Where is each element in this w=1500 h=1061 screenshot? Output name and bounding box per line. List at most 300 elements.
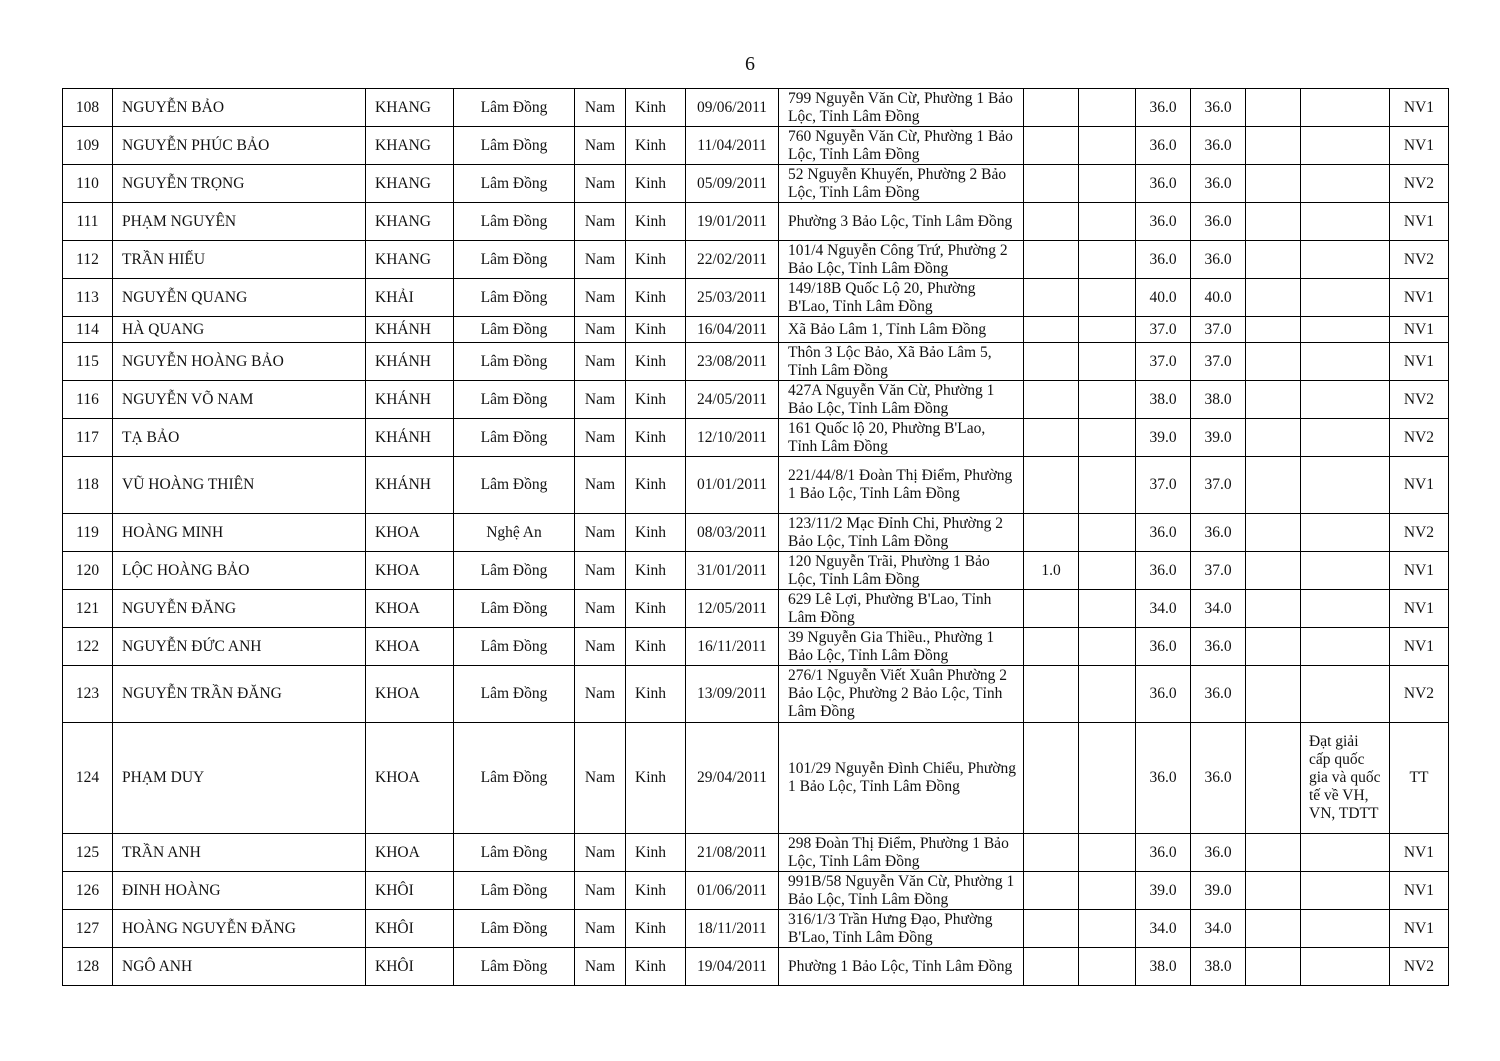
cell-ho-ten: LỘC HOÀNG BẢO [113, 552, 366, 590]
cell-ghi-chu [1301, 419, 1390, 457]
cell-diem-2: 36.0 [1191, 628, 1246, 666]
cell-diem-1: 39.0 [1136, 872, 1191, 910]
table-row [63, 279, 1449, 317]
cell-diem-1: 37.0 [1136, 317, 1191, 343]
table-row [63, 628, 1449, 666]
cell-ten: KHOA [366, 628, 454, 666]
cell-diem-2: 36.0 [1191, 723, 1246, 834]
cell-ghi-chu [1301, 241, 1390, 279]
cell-diem-2: 38.0 [1191, 948, 1246, 986]
cell-diem-khuyen-khich [1079, 666, 1136, 723]
cell-gioi-tinh: Nam [575, 381, 626, 419]
table-row [63, 910, 1449, 948]
cell-diem-uu-tien [1024, 381, 1079, 419]
cell-diem-khuyen-khich [1079, 343, 1136, 381]
cell-noi-sinh: Lâm Đồng [454, 910, 575, 948]
cell-extra [1246, 381, 1301, 419]
cell-ghi-chu [1301, 317, 1390, 343]
cell-diem-uu-tien [1024, 419, 1079, 457]
cell-dan-toc: Kinh [626, 127, 686, 165]
cell-stt: 127 [63, 910, 113, 948]
cell-gioi-tinh: Nam [575, 910, 626, 948]
cell-dan-toc: Kinh [626, 381, 686, 419]
cell-ngay-sinh: 16/04/2011 [686, 317, 779, 343]
cell-diem-uu-tien [1024, 834, 1079, 872]
cell-dia-chi: Phường 3 Bảo Lộc, Tỉnh Lâm Đồng [779, 203, 1024, 241]
cell-diem-khuyen-khich [1079, 165, 1136, 203]
table-row [63, 834, 1449, 872]
cell-noi-sinh: Lâm Đồng [454, 552, 575, 590]
cell-gioi-tinh: Nam [575, 317, 626, 343]
cell-diem-1: 39.0 [1136, 419, 1191, 457]
cell-ghi-chu [1301, 666, 1390, 723]
cell-noi-sinh: Lâm Đồng [454, 834, 575, 872]
cell-dia-chi: 161 Quốc lộ 20, Phường B'Lao, Tỉnh Lâm Đồng [779, 419, 1024, 457]
cell-diem-2: 34.0 [1191, 590, 1246, 628]
cell-nguyen-vong: NV1 [1390, 89, 1449, 127]
cell-diem-2: 36.0 [1191, 834, 1246, 872]
cell-ten: KHOA [366, 590, 454, 628]
cell-ten: KHÁNH [366, 343, 454, 381]
cell-ghi-chu [1301, 127, 1390, 165]
cell-stt: 111 [63, 203, 113, 241]
cell-diem-khuyen-khich [1079, 419, 1136, 457]
cell-nguyen-vong: NV2 [1390, 514, 1449, 552]
cell-ten: KHANG [366, 241, 454, 279]
cell-diem-khuyen-khich [1079, 948, 1136, 986]
cell-ho-ten: NGUYỄN PHÚC BẢO [113, 127, 366, 165]
cell-ten: KHÔI [366, 948, 454, 986]
cell-diem-2: 37.0 [1191, 317, 1246, 343]
cell-gioi-tinh: Nam [575, 165, 626, 203]
cell-diem-2: 36.0 [1191, 666, 1246, 723]
cell-diem-1: 37.0 [1136, 457, 1191, 514]
cell-stt: 126 [63, 872, 113, 910]
table-row [63, 948, 1449, 986]
cell-diem-khuyen-khich [1079, 514, 1136, 552]
cell-ten: KHANG [366, 127, 454, 165]
cell-diem-2: 36.0 [1191, 241, 1246, 279]
cell-dan-toc: Kinh [626, 317, 686, 343]
cell-ghi-chu [1301, 628, 1390, 666]
page-number: 6 [745, 53, 755, 75]
cell-noi-sinh: Nghệ An [454, 514, 575, 552]
cell-extra [1246, 948, 1301, 986]
cell-diem-2: 38.0 [1191, 381, 1246, 419]
cell-ten: KHOA [366, 723, 454, 834]
cell-ngay-sinh: 12/05/2011 [686, 590, 779, 628]
cell-ho-ten: NGÔ ANH [113, 948, 366, 986]
cell-nguyen-vong: NV1 [1390, 872, 1449, 910]
cell-gioi-tinh: Nam [575, 834, 626, 872]
cell-diem-1: 38.0 [1136, 948, 1191, 986]
cell-stt: 116 [63, 381, 113, 419]
cell-stt: 128 [63, 948, 113, 986]
cell-diem-uu-tien [1024, 872, 1079, 910]
cell-noi-sinh: Lâm Đồng [454, 381, 575, 419]
cell-ngay-sinh: 13/09/2011 [686, 666, 779, 723]
cell-nguyen-vong: NV2 [1390, 165, 1449, 203]
cell-diem-khuyen-khich [1079, 872, 1136, 910]
cell-diem-khuyen-khich [1079, 628, 1136, 666]
cell-ho-ten: HÀ QUANG [113, 317, 366, 343]
cell-stt: 117 [63, 419, 113, 457]
cell-diem-uu-tien [1024, 165, 1079, 203]
cell-diem-1: 36.0 [1136, 723, 1191, 834]
cell-nguyen-vong: NV2 [1390, 381, 1449, 419]
cell-diem-khuyen-khich [1079, 317, 1136, 343]
cell-ghi-chu [1301, 552, 1390, 590]
cell-gioi-tinh: Nam [575, 514, 626, 552]
cell-extra [1246, 514, 1301, 552]
cell-ghi-chu [1301, 165, 1390, 203]
cell-diem-1: 36.0 [1136, 514, 1191, 552]
cell-diem-2: 36.0 [1191, 127, 1246, 165]
cell-noi-sinh: Lâm Đồng [454, 89, 575, 127]
cell-ghi-chu [1301, 834, 1390, 872]
table-row [63, 343, 1449, 381]
cell-stt: 109 [63, 127, 113, 165]
cell-diem-1: 36.0 [1136, 834, 1191, 872]
cell-diem-uu-tien [1024, 514, 1079, 552]
cell-nguyen-vong: NV1 [1390, 343, 1449, 381]
cell-ho-ten: TẠ BẢO [113, 419, 366, 457]
cell-dia-chi: 52 Nguyễn Khuyến, Phường 2 Bảo Lộc, Tỉnh Lâm Đồng [779, 165, 1024, 203]
cell-diem-khuyen-khich [1079, 552, 1136, 590]
cell-diem-2: 36.0 [1191, 89, 1246, 127]
cell-extra [1246, 834, 1301, 872]
cell-gioi-tinh: Nam [575, 948, 626, 986]
cell-extra [1246, 457, 1301, 514]
cell-dia-chi: 760 Nguyễn Văn Cừ, Phường 1 Bảo Lộc, Tỉnh Lâm Đồng [779, 127, 1024, 165]
cell-dan-toc: Kinh [626, 723, 686, 834]
cell-gioi-tinh: Nam [575, 666, 626, 723]
cell-extra [1246, 343, 1301, 381]
cell-diem-1: 36.0 [1136, 165, 1191, 203]
cell-diem-uu-tien [1024, 343, 1079, 381]
cell-dia-chi: 123/11/2 Mạc Đỉnh Chi, Phường 2 Bảo Lộc, Tỉnh Lâm Đồng [779, 514, 1024, 552]
cell-ngay-sinh: 21/08/2011 [686, 834, 779, 872]
cell-stt: 121 [63, 590, 113, 628]
cell-diem-khuyen-khich [1079, 89, 1136, 127]
cell-diem-2: 37.0 [1191, 343, 1246, 381]
cell-stt: 120 [63, 552, 113, 590]
cell-ho-ten: NGUYỄN TRẦN ĐĂNG [113, 666, 366, 723]
cell-diem-1: 36.0 [1136, 552, 1191, 590]
cell-nguyen-vong: NV1 [1390, 628, 1449, 666]
cell-ngay-sinh: 31/01/2011 [686, 552, 779, 590]
cell-ghi-chu [1301, 343, 1390, 381]
cell-ghi-chu [1301, 910, 1390, 948]
cell-diem-1: 36.0 [1136, 203, 1191, 241]
cell-stt: 113 [63, 279, 113, 317]
cell-noi-sinh: Lâm Đồng [454, 165, 575, 203]
cell-dia-chi: Xã Bảo Lâm 1, Tỉnh Lâm Đồng [779, 317, 1024, 343]
cell-nguyen-vong: NV2 [1390, 948, 1449, 986]
cell-diem-1: 38.0 [1136, 381, 1191, 419]
cell-nguyen-vong: NV1 [1390, 552, 1449, 590]
cell-gioi-tinh: Nam [575, 241, 626, 279]
cell-nguyen-vong: NV2 [1390, 419, 1449, 457]
cell-nguyen-vong: NV2 [1390, 241, 1449, 279]
cell-extra [1246, 628, 1301, 666]
cell-ten: KHANG [366, 203, 454, 241]
cell-ten: KHOA [366, 552, 454, 590]
cell-ho-ten: NGUYỄN ĐĂNG [113, 590, 366, 628]
cell-noi-sinh: Lâm Đồng [454, 203, 575, 241]
cell-diem-2: 36.0 [1191, 514, 1246, 552]
cell-ngay-sinh: 01/06/2011 [686, 872, 779, 910]
cell-ho-ten: NGUYỄN QUANG [113, 279, 366, 317]
cell-extra [1246, 872, 1301, 910]
cell-extra [1246, 910, 1301, 948]
cell-diem-1: 36.0 [1136, 666, 1191, 723]
cell-dan-toc: Kinh [626, 948, 686, 986]
cell-dia-chi: Thôn 3 Lộc Bảo, Xã Bảo Lâm 5, Tỉnh Lâm Đồng [779, 343, 1024, 381]
cell-ngay-sinh: 19/04/2011 [686, 948, 779, 986]
cell-stt: 108 [63, 89, 113, 127]
cell-dia-chi: 101/4 Nguyễn Công Trứ, Phường 2 Bảo Lộc, Tỉnh Lâm Đồng [779, 241, 1024, 279]
table-row [63, 666, 1449, 723]
cell-dia-chi: 629 Lê Lợi, Phường B'Lao, Tỉnh Lâm Đồng [779, 590, 1024, 628]
cell-extra [1246, 127, 1301, 165]
cell-noi-sinh: Lâm Đồng [454, 127, 575, 165]
cell-noi-sinh: Lâm Đồng [454, 343, 575, 381]
cell-dia-chi: 991B/58 Nguyễn Văn Cừ, Phường 1 Bảo Lộc, Tỉnh Lâm Đồng [779, 872, 1024, 910]
cell-dan-toc: Kinh [626, 552, 686, 590]
cell-diem-uu-tien [1024, 948, 1079, 986]
cell-gioi-tinh: Nam [575, 723, 626, 834]
cell-ten: KHÁNH [366, 419, 454, 457]
cell-ho-ten: HOÀNG MINH [113, 514, 366, 552]
cell-diem-khuyen-khich [1079, 723, 1136, 834]
cell-dan-toc: Kinh [626, 590, 686, 628]
cell-extra [1246, 317, 1301, 343]
cell-diem-uu-tien [1024, 723, 1079, 834]
cell-ten: KHẢI [366, 279, 454, 317]
cell-dia-chi: 799 Nguyễn Văn Cừ, Phường 1 Bảo Lộc, Tỉnh Lâm Đồng [779, 89, 1024, 127]
cell-ngay-sinh: 23/08/2011 [686, 343, 779, 381]
cell-stt: 115 [63, 343, 113, 381]
cell-ho-ten: NGUYỄN ĐỨC ANH [113, 628, 366, 666]
cell-ho-ten: NGUYỄN HOÀNG BẢO [113, 343, 366, 381]
cell-diem-1: 37.0 [1136, 343, 1191, 381]
cell-ghi-chu [1301, 872, 1390, 910]
student-list-table [62, 88, 1449, 986]
cell-diem-2: 36.0 [1191, 165, 1246, 203]
cell-gioi-tinh: Nam [575, 457, 626, 514]
cell-stt: 112 [63, 241, 113, 279]
cell-dia-chi: 276/1 Nguyễn Viết Xuân Phường 2 Bảo Lộc, Phường 2 Bảo Lộc, Tỉnh Lâm Đồng [779, 666, 1024, 723]
cell-diem-uu-tien [1024, 241, 1079, 279]
cell-gioi-tinh: Nam [575, 343, 626, 381]
cell-stt: 110 [63, 165, 113, 203]
table-row [63, 552, 1449, 590]
cell-ghi-chu [1301, 948, 1390, 986]
cell-noi-sinh: Lâm Đồng [454, 948, 575, 986]
cell-dan-toc: Kinh [626, 89, 686, 127]
cell-diem-2: 39.0 [1191, 872, 1246, 910]
cell-extra [1246, 89, 1301, 127]
cell-dia-chi: 120 Nguyễn Trãi, Phường 1 Bảo Lộc, Tỉnh Lâm Đồng [779, 552, 1024, 590]
cell-dia-chi: Phường 1 Bảo Lộc, Tỉnh Lâm Đồng [779, 948, 1024, 986]
cell-noi-sinh: Lâm Đồng [454, 279, 575, 317]
cell-nguyen-vong: NV1 [1390, 457, 1449, 514]
cell-ngay-sinh: 09/06/2011 [686, 89, 779, 127]
cell-extra [1246, 165, 1301, 203]
table-row [63, 457, 1449, 514]
cell-extra [1246, 723, 1301, 834]
cell-ngay-sinh: 11/04/2011 [686, 127, 779, 165]
cell-dia-chi: 427A Nguyễn Văn Cừ, Phường 1 Bảo Lộc, Tỉnh Lâm Đồng [779, 381, 1024, 419]
cell-dan-toc: Kinh [626, 666, 686, 723]
cell-ho-ten: VŨ HOÀNG THIÊN [113, 457, 366, 514]
cell-stt: 122 [63, 628, 113, 666]
cell-diem-1: 34.0 [1136, 910, 1191, 948]
cell-nguyen-vong: NV1 [1390, 590, 1449, 628]
cell-ho-ten: TRẦN HIẾU [113, 241, 366, 279]
cell-dan-toc: Kinh [626, 165, 686, 203]
cell-extra [1246, 203, 1301, 241]
cell-dan-toc: Kinh [626, 203, 686, 241]
cell-ngay-sinh: 19/01/2011 [686, 203, 779, 241]
cell-ten: KHANG [366, 89, 454, 127]
cell-gioi-tinh: Nam [575, 89, 626, 127]
cell-diem-uu-tien [1024, 666, 1079, 723]
cell-ho-ten: PHẠM DUY [113, 723, 366, 834]
cell-stt: 124 [63, 723, 113, 834]
cell-diem-1: 34.0 [1136, 590, 1191, 628]
cell-nguyen-vong: NV1 [1390, 317, 1449, 343]
table-row [63, 165, 1449, 203]
cell-diem-khuyen-khich [1079, 127, 1136, 165]
cell-noi-sinh: Lâm Đồng [454, 457, 575, 514]
cell-ten: KHÁNH [366, 317, 454, 343]
cell-gioi-tinh: Nam [575, 203, 626, 241]
cell-noi-sinh: Lâm Đồng [454, 872, 575, 910]
cell-noi-sinh: Lâm Đồng [454, 628, 575, 666]
cell-ho-ten: NGUYỄN VÕ NAM [113, 381, 366, 419]
cell-diem-uu-tien [1024, 89, 1079, 127]
cell-diem-uu-tien [1024, 127, 1079, 165]
cell-extra [1246, 666, 1301, 723]
cell-extra [1246, 552, 1301, 590]
cell-diem-khuyen-khich [1079, 590, 1136, 628]
cell-gioi-tinh: Nam [575, 279, 626, 317]
cell-extra [1246, 279, 1301, 317]
table-row [63, 514, 1449, 552]
cell-diem-uu-tien [1024, 279, 1079, 317]
table-row [63, 872, 1449, 910]
cell-noi-sinh: Lâm Đồng [454, 590, 575, 628]
cell-ho-ten: PHẠM NGUYÊN [113, 203, 366, 241]
cell-diem-uu-tien: 1.0 [1024, 552, 1079, 590]
table-row [63, 317, 1449, 343]
cell-diem-2: 34.0 [1191, 910, 1246, 948]
cell-ho-ten: ĐINH HOÀNG [113, 872, 366, 910]
cell-nguyen-vong: NV2 [1390, 666, 1449, 723]
cell-stt: 123 [63, 666, 113, 723]
cell-noi-sinh: Lâm Đồng [454, 666, 575, 723]
cell-ten: KHÔI [366, 910, 454, 948]
cell-ghi-chu [1301, 279, 1390, 317]
cell-diem-uu-tien [1024, 457, 1079, 514]
cell-dia-chi: 39 Nguyễn Gia Thiều., Phường 1 Bảo Lộc, Tỉnh Lâm Đồng [779, 628, 1024, 666]
cell-extra [1246, 590, 1301, 628]
cell-ten: KHOA [366, 666, 454, 723]
cell-diem-2: 37.0 [1191, 552, 1246, 590]
cell-stt: 118 [63, 457, 113, 514]
cell-ghi-chu [1301, 590, 1390, 628]
cell-ghi-chu [1301, 514, 1390, 552]
cell-dan-toc: Kinh [626, 910, 686, 948]
table-row [63, 381, 1449, 419]
cell-ten: KHOA [366, 514, 454, 552]
cell-diem-2: 39.0 [1191, 419, 1246, 457]
cell-diem-1: 40.0 [1136, 279, 1191, 317]
cell-ngay-sinh: 25/03/2011 [686, 279, 779, 317]
table-row [63, 419, 1449, 457]
table-row [63, 203, 1449, 241]
cell-dia-chi: 221/44/8/1 Đoàn Thị Điểm, Phường 1 Bảo Lộc, Tỉnh Lâm Đồng [779, 457, 1024, 514]
cell-stt: 125 [63, 834, 113, 872]
cell-nguyen-vong: NV1 [1390, 127, 1449, 165]
cell-ho-ten: HOÀNG NGUYỄN ĐĂNG [113, 910, 366, 948]
cell-ten: KHÔI [366, 872, 454, 910]
cell-noi-sinh: Lâm Đồng [454, 317, 575, 343]
cell-noi-sinh: Lâm Đồng [454, 419, 575, 457]
cell-dan-toc: Kinh [626, 872, 686, 910]
cell-nguyen-vong: NV1 [1390, 910, 1449, 948]
cell-gioi-tinh: Nam [575, 628, 626, 666]
cell-noi-sinh: Lâm Đồng [454, 241, 575, 279]
cell-ngay-sinh: 05/09/2011 [686, 165, 779, 203]
cell-diem-uu-tien [1024, 203, 1079, 241]
cell-ho-ten: NGUYỄN BẢO [113, 89, 366, 127]
cell-noi-sinh: Lâm Đồng [454, 723, 575, 834]
cell-ghi-chu [1301, 381, 1390, 419]
cell-diem-khuyen-khich [1079, 241, 1136, 279]
cell-diem-khuyen-khich [1079, 279, 1136, 317]
cell-ho-ten: NGUYỄN TRỌNG [113, 165, 366, 203]
cell-dan-toc: Kinh [626, 241, 686, 279]
table-body [63, 89, 1449, 986]
cell-dia-chi: 101/29 Nguyễn Đình Chiểu, Phường 1 Bảo Lộc, Tỉnh Lâm Đồng [779, 723, 1024, 834]
cell-ten: KHOA [366, 834, 454, 872]
cell-ngay-sinh: 01/01/2011 [686, 457, 779, 514]
cell-stt: 114 [63, 317, 113, 343]
cell-diem-2: 36.0 [1191, 203, 1246, 241]
table-row [63, 89, 1449, 127]
cell-dan-toc: Kinh [626, 279, 686, 317]
cell-diem-uu-tien [1024, 910, 1079, 948]
cell-dan-toc: Kinh [626, 419, 686, 457]
cell-diem-1: 36.0 [1136, 127, 1191, 165]
cell-gioi-tinh: Nam [575, 419, 626, 457]
cell-diem-uu-tien [1024, 628, 1079, 666]
cell-dia-chi: 316/1/3 Trần Hưng Đạo, Phường B'Lao, Tỉnh Lâm Đồng [779, 910, 1024, 948]
cell-diem-khuyen-khich [1079, 834, 1136, 872]
cell-ngay-sinh: 08/03/2011 [686, 514, 779, 552]
cell-diem-uu-tien [1024, 317, 1079, 343]
cell-diem-khuyen-khich [1079, 457, 1136, 514]
cell-diem-1: 36.0 [1136, 628, 1191, 666]
cell-ghi-chu: Đạt giải cấp quốc gia và quốc tế về VH, VN, TDTT [1301, 723, 1390, 834]
cell-diem-khuyen-khich [1079, 203, 1136, 241]
cell-ten: KHÁNH [366, 457, 454, 514]
cell-ngay-sinh: 18/11/2011 [686, 910, 779, 948]
cell-gioi-tinh: Nam [575, 590, 626, 628]
